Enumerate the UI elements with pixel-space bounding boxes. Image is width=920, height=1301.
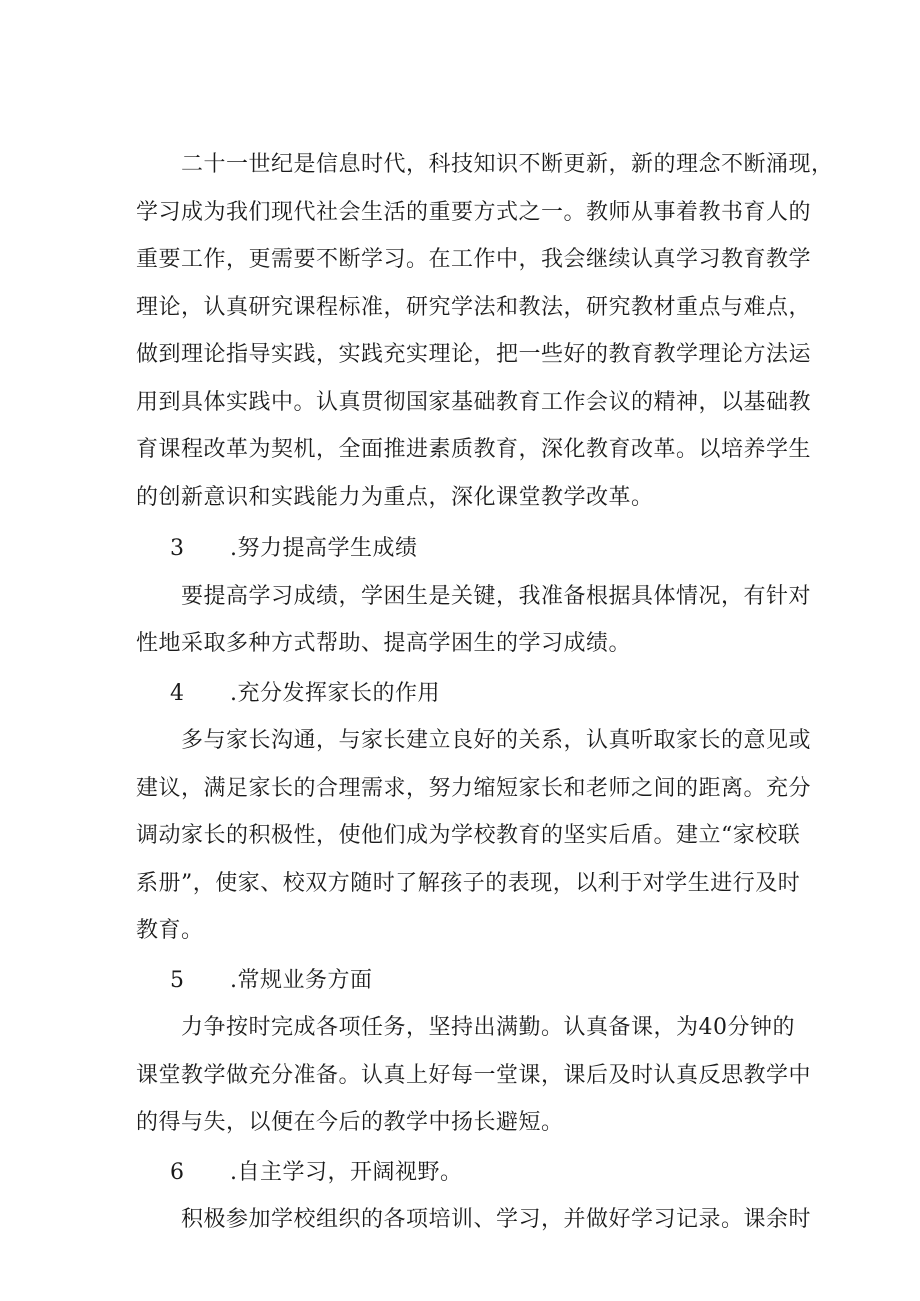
heading-text: .自主学习，开阔视野。	[230, 1160, 463, 1185]
text-line: 力争按时完成各项任务，坚持出满勤。认真备课，为40分钟的	[136, 1015, 795, 1040]
text-line: 学习成为我们现代社会生活的重要方式之一。教师从事着教书育人的	[136, 200, 812, 225]
text-line: 重要工作，更需要不断学习。在工作中，我会继续认真学习教育教学	[136, 247, 812, 272]
text-line: 的得与失，以便在今后的教学中扬长避短。	[136, 1110, 564, 1135]
heading-number: 6	[170, 1160, 184, 1185]
text-line: 二十一世纪是信息时代，科技知识不断更新，新的理念不断涌现，	[136, 152, 834, 177]
text-line: 调动家长的积极性，使他们成为学校教育的坚实后盾。建立“家校联	[136, 823, 801, 848]
text-line: 做到理论指导实践，实践充实理论，把一些好的教育教学理论方法运	[136, 342, 812, 367]
text-line: 育课程改革为契机，全面推进素质教育，深化教育改革。以培养学生	[136, 437, 812, 462]
text-line: 要提高学习成绩，学困生是关键，我准备根据具体情况，有针对	[136, 584, 812, 609]
text-line: 系册”，使家、校双方随时了解孩子的表现，以利于对学生进行及时	[136, 871, 801, 896]
text-line: 的创新意识和实践能力为重点，深化课堂教学改革。	[136, 485, 654, 510]
heading-number: 4	[170, 681, 184, 706]
text-line: 理论，认真研究课程标准，研究学法和教法，研究教材重点与难点，	[136, 295, 812, 320]
text-line: 积极参加学校组织的各项培训、学习，并做好学习记录。课余时	[136, 1207, 812, 1232]
text-line: 用到具体实践中。认真贯彻国家基础教育工作会议的精神，以基础教	[136, 390, 812, 415]
heading-text: .常规业务方面	[230, 968, 373, 993]
text-line: 性地采取多种方式帮助、提高学困生的学习成绩。	[136, 631, 632, 656]
heading-text: .充分发挥家长的作用	[230, 681, 440, 706]
heading-text: .努力提高学生成绩	[230, 536, 418, 561]
heading-number: 5	[170, 968, 184, 993]
text-line: 教育。	[136, 918, 204, 943]
text-line: 多与家长沟通，与家长建立良好的关系，认真听取家长的意见或	[136, 728, 812, 753]
heading-number: 3	[170, 536, 184, 561]
text-line: 建议，满足家长的合理需求，努力缩短家长和老师之间的距离。充分	[136, 776, 812, 801]
text-line: 课堂教学做充分准备。认真上好每一堂课，课后及时认真反思教学中	[136, 1063, 812, 1088]
